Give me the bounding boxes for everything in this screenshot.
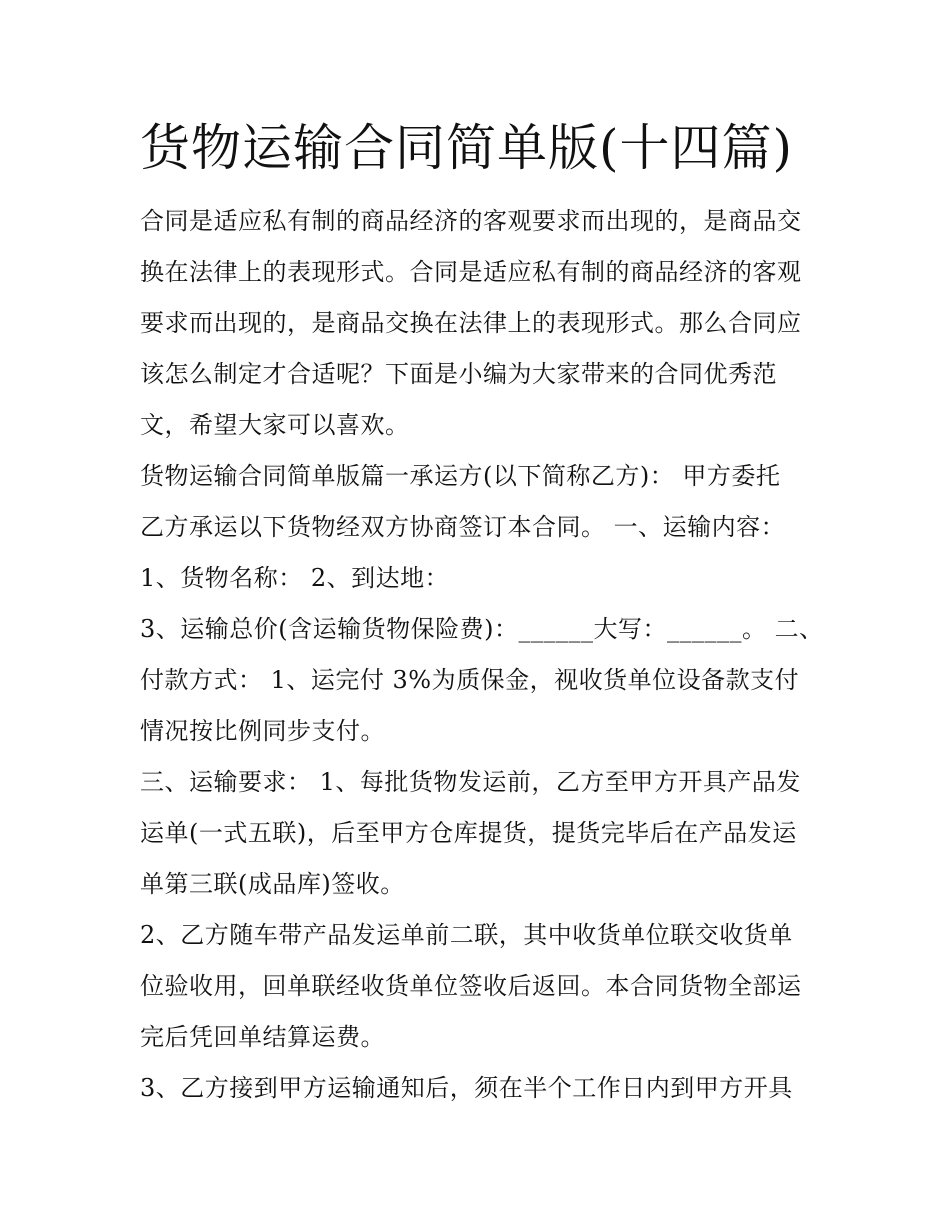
text-line: 要求而出现的，是商品交换在法律上的表现形式。那么合同应	[140, 309, 802, 337]
paragraph-section-one	[140, 451, 820, 553]
text-line: 该怎么制定才合适呢？下面是小编为大家带来的合同优秀范	[140, 360, 777, 388]
text-line: 三、运输要求： 1、每批货物发运前，乙方至甲方开具产品发	[140, 768, 801, 796]
document-title: 货物运输合同简单版(十四篇)	[140, 119, 794, 177]
paragraph-transport-requirements	[140, 757, 820, 910]
text-line: 货物运输合同简单版篇一承运方(以下简称乙方)： 甲方委托	[140, 462, 781, 490]
paragraph-intro	[140, 196, 820, 451]
paragraph-goods-name	[140, 553, 820, 604]
text-line: 文，希望大家可以喜欢。	[140, 411, 410, 439]
text-line: 换在法律上的表现形式。合同是适应私有制的商品经济的客观	[140, 258, 802, 286]
paragraph-delivery-receipt	[140, 910, 820, 1063]
text-line: 情况按比例同步支付。	[140, 717, 385, 745]
text-line: 1、货物名称： 2、到达地：	[140, 564, 450, 592]
text-line: 位验收用，回单联经收货单位签收后返回。本合同货物全部运	[140, 972, 802, 1000]
text-line: 3、乙方接到甲方运输通知后，须在半个工作日内到甲方开具	[140, 1074, 793, 1102]
paragraph-total-price	[140, 604, 824, 757]
text-line: 3、运输总价(含运输货物保险费)：______大写：______。 二、	[140, 615, 824, 643]
text-line: 2、乙方随车带产品发运单前二联，其中收货单位联交收货单	[140, 921, 793, 949]
text-line: 付款方式： 1、运完付 3%为质保金，视收货单位设备款支付	[140, 666, 800, 694]
text-line: 完后凭回单结算运费。	[140, 1023, 385, 1051]
text-line: 运单(一式五联)，后至甲方仓库提货，提货完毕后在产品发运	[140, 819, 797, 847]
text-line: 合同是适应私有制的商品经济的客观要求而出现的，是商品交	[140, 207, 802, 235]
text-line: 乙方承运以下货物经双方协商签订本合同。 一、运输内容：	[140, 513, 786, 541]
text-line: 单第三联(成品库)签收。	[140, 870, 405, 898]
paragraph-notice	[140, 1063, 820, 1114]
